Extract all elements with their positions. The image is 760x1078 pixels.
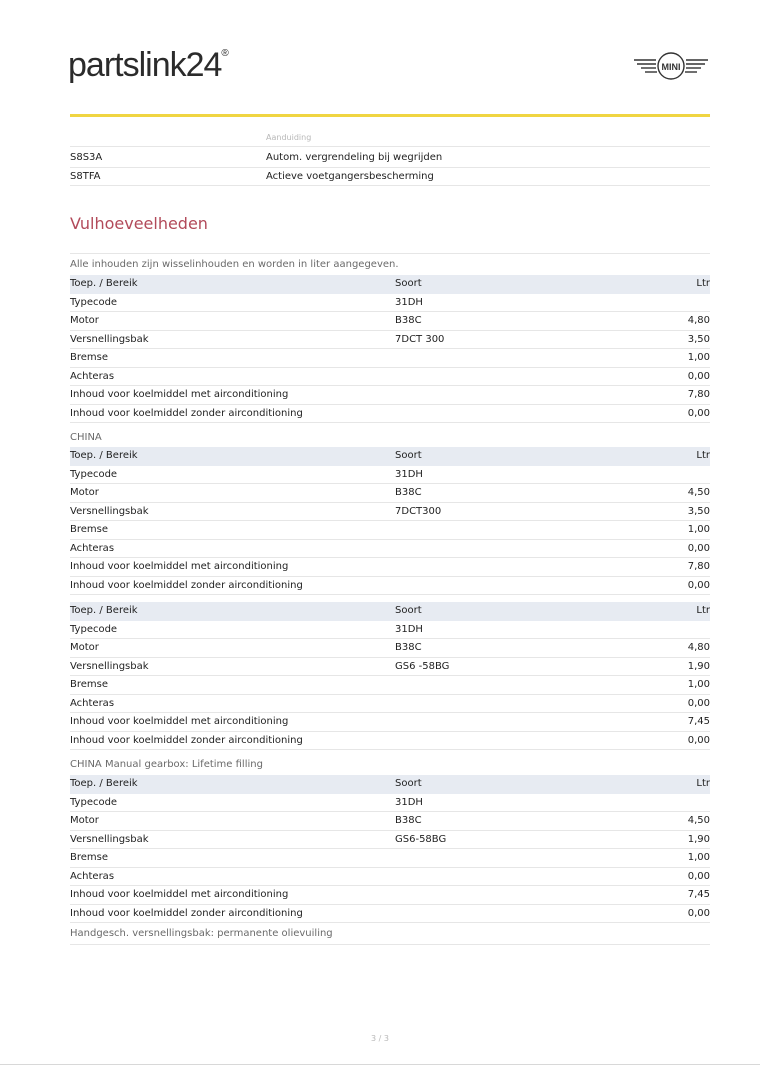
label-cell: Versnellingsbak [70, 660, 149, 672]
label-cell: Typecode [70, 796, 118, 808]
partslink24-logo: partslink24® [68, 46, 228, 84]
table-row [70, 312, 710, 331]
table-row [70, 794, 710, 813]
label-cell: Versnellingsbak [70, 333, 149, 345]
liters-cell: 0,00 [687, 734, 710, 746]
label-cell: Inhoud voor koelmiddel met airconditioning [70, 561, 289, 572]
label-cell: Inhoud voor koelmiddel met airconditioning [70, 889, 289, 900]
table-row [70, 405, 710, 424]
label-cell: Inhoud voor koelmiddel zonder airconditioning [70, 734, 303, 746]
liters-cell: 7,80 [687, 389, 710, 400]
fluids-table [70, 447, 710, 595]
header-cell-type: Soort [395, 450, 422, 461]
type-cell: B38C [395, 815, 422, 826]
type-cell: 31DH [395, 468, 423, 480]
liters-cell: 4,50 [687, 815, 710, 826]
liters-cell: 3,50 [687, 505, 710, 517]
table-row [70, 577, 710, 596]
divider [70, 253, 710, 254]
liters-cell: 3,50 [687, 333, 710, 345]
table-row [70, 349, 710, 368]
label-cell: Achteras [70, 697, 115, 709]
liters-cell: 1,00 [687, 524, 710, 535]
table-row [70, 386, 710, 405]
liters-cell: 0,00 [687, 697, 710, 709]
liters-cell: 1,00 [687, 352, 710, 363]
label-cell: Motor [70, 315, 99, 326]
liters-cell: 0,00 [687, 579, 710, 591]
label-cell: Inhoud voor koelmiddel zonder airconditioning [70, 579, 303, 591]
type-cell: B38C [395, 642, 422, 653]
table-row [70, 621, 710, 640]
type-cell: B38C [395, 315, 422, 326]
label-cell: Bremse [70, 524, 109, 535]
table-row [70, 466, 710, 485]
table-row [70, 732, 710, 751]
table-row [70, 695, 710, 714]
fluids-table [70, 775, 710, 923]
type-cell: GS6 -58BG [395, 660, 450, 672]
table-row [70, 831, 710, 850]
mini-badge-text: MINI [661, 62, 681, 72]
liters-cell: 0,00 [687, 370, 710, 382]
liters-cell: 7,45 [687, 889, 710, 900]
header-cell-type: Soort [395, 605, 422, 616]
section-title: Vulhoeveelheden [70, 214, 208, 233]
liters-cell: 1,00 [687, 852, 710, 863]
liters-cell: 0,00 [687, 407, 710, 419]
label-cell: Motor [70, 815, 99, 826]
table-row [70, 868, 710, 887]
table-row [70, 168, 710, 187]
header-cell-liters: Ltr [696, 450, 710, 461]
liters-cell: 1,90 [687, 833, 710, 845]
label-cell: Typecode [70, 296, 118, 308]
code-cell: S8S3A [70, 152, 103, 163]
table-row [70, 294, 710, 313]
page-bottom-rule [0, 1064, 760, 1065]
table-row [70, 503, 710, 522]
label-cell: Motor [70, 642, 99, 653]
table-row [70, 639, 710, 658]
footer-note: Handgesch. versnellingsbak: permanente olievuiling [70, 928, 333, 939]
description-cell: Actieve voetgangersbescherming [266, 170, 434, 182]
codes-table [70, 149, 710, 186]
table-row [70, 368, 710, 387]
liters-cell: 7,80 [687, 561, 710, 572]
header-cell-type: Soort [395, 778, 422, 789]
table-row [70, 658, 710, 677]
table-row [70, 676, 710, 695]
description-cell: Autom. vergrendeling bij wegrijden [266, 152, 443, 163]
header-cell-liters: Ltr [696, 778, 710, 789]
table-row [70, 849, 710, 868]
divider [70, 944, 710, 945]
header-cell-application: Toep. / Bereik [70, 450, 138, 461]
fluids-table [70, 602, 710, 750]
type-cell: 31DH [395, 623, 423, 635]
label-cell: Achteras [70, 370, 115, 382]
liters-cell: 0,00 [687, 542, 710, 554]
type-cell: B38C [395, 487, 422, 498]
header-cell-type: Soort [395, 278, 422, 289]
table-row [70, 521, 710, 540]
header-cell-liters: Ltr [696, 278, 710, 289]
table-row [70, 540, 710, 559]
table-row [70, 558, 710, 577]
label-cell: Bremse [70, 679, 109, 690]
header-cell-application: Toep. / Bereik [70, 278, 138, 289]
table-row [70, 886, 710, 905]
label-cell: Inhoud voor koelmiddel zonder airconditioning [70, 907, 303, 919]
table-row [70, 484, 710, 503]
liters-cell: 7,45 [687, 716, 710, 727]
liters-cell: 0,00 [687, 870, 710, 882]
intro-note: Alle inhouden zijn wisselinhouden en worden in liter aangegeven. [70, 259, 399, 270]
label-cell: Bremse [70, 852, 109, 863]
header-cell-application: Toep. / Bereik [70, 778, 138, 789]
label-cell: Motor [70, 487, 99, 498]
table-caption: CHINA [70, 432, 102, 443]
type-cell: 31DH [395, 296, 423, 308]
table-row [70, 331, 710, 350]
type-cell: 7DCT 300 [395, 333, 445, 345]
mini-wings-logo-icon [632, 52, 710, 82]
header-cell-application: Toep. / Bereik [70, 605, 138, 616]
label-cell: Achteras [70, 870, 115, 882]
header-accent-rule [70, 114, 710, 117]
table-header-row [70, 447, 710, 466]
type-cell: 31DH [395, 796, 423, 808]
table-row [70, 812, 710, 831]
table-header-row [70, 602, 710, 621]
liters-cell: 4,80 [687, 315, 710, 326]
label-cell: Inhoud voor koelmiddel met airconditioning [70, 389, 289, 400]
label-cell: Typecode [70, 623, 118, 635]
label-cell: Inhoud voor koelmiddel zonder airconditioning [70, 407, 303, 419]
type-cell: 7DCT300 [395, 505, 442, 517]
label-cell: Inhoud voor koelmiddel met airconditioning [70, 716, 289, 727]
label-cell: Bremse [70, 352, 109, 363]
table-row [70, 149, 710, 168]
liters-cell: 1,00 [687, 679, 710, 690]
label-cell: Achteras [70, 542, 115, 554]
type-cell: GS6-58BG [395, 833, 447, 845]
table-row [70, 713, 710, 732]
page-number: 3 / 3 [371, 1034, 389, 1043]
fluids-table [70, 275, 710, 423]
liters-cell: 0,00 [687, 907, 710, 919]
table-row [70, 905, 710, 924]
table-header-row [70, 275, 710, 294]
table-header-row [70, 775, 710, 794]
label-cell: Versnellingsbak [70, 833, 149, 845]
table-caption: CHINA Manual gearbox: Lifetime filling [70, 759, 263, 770]
liters-cell: 4,80 [687, 642, 710, 653]
divider [70, 146, 710, 147]
label-cell: Typecode [70, 468, 118, 480]
code-cell: S8TFA [70, 170, 101, 182]
header-cell-liters: Ltr [696, 605, 710, 616]
codes-column-header: Aanduiding [266, 133, 312, 142]
liters-cell: 1,90 [687, 660, 710, 672]
liters-cell: 4,50 [687, 487, 710, 498]
label-cell: Versnellingsbak [70, 505, 149, 517]
